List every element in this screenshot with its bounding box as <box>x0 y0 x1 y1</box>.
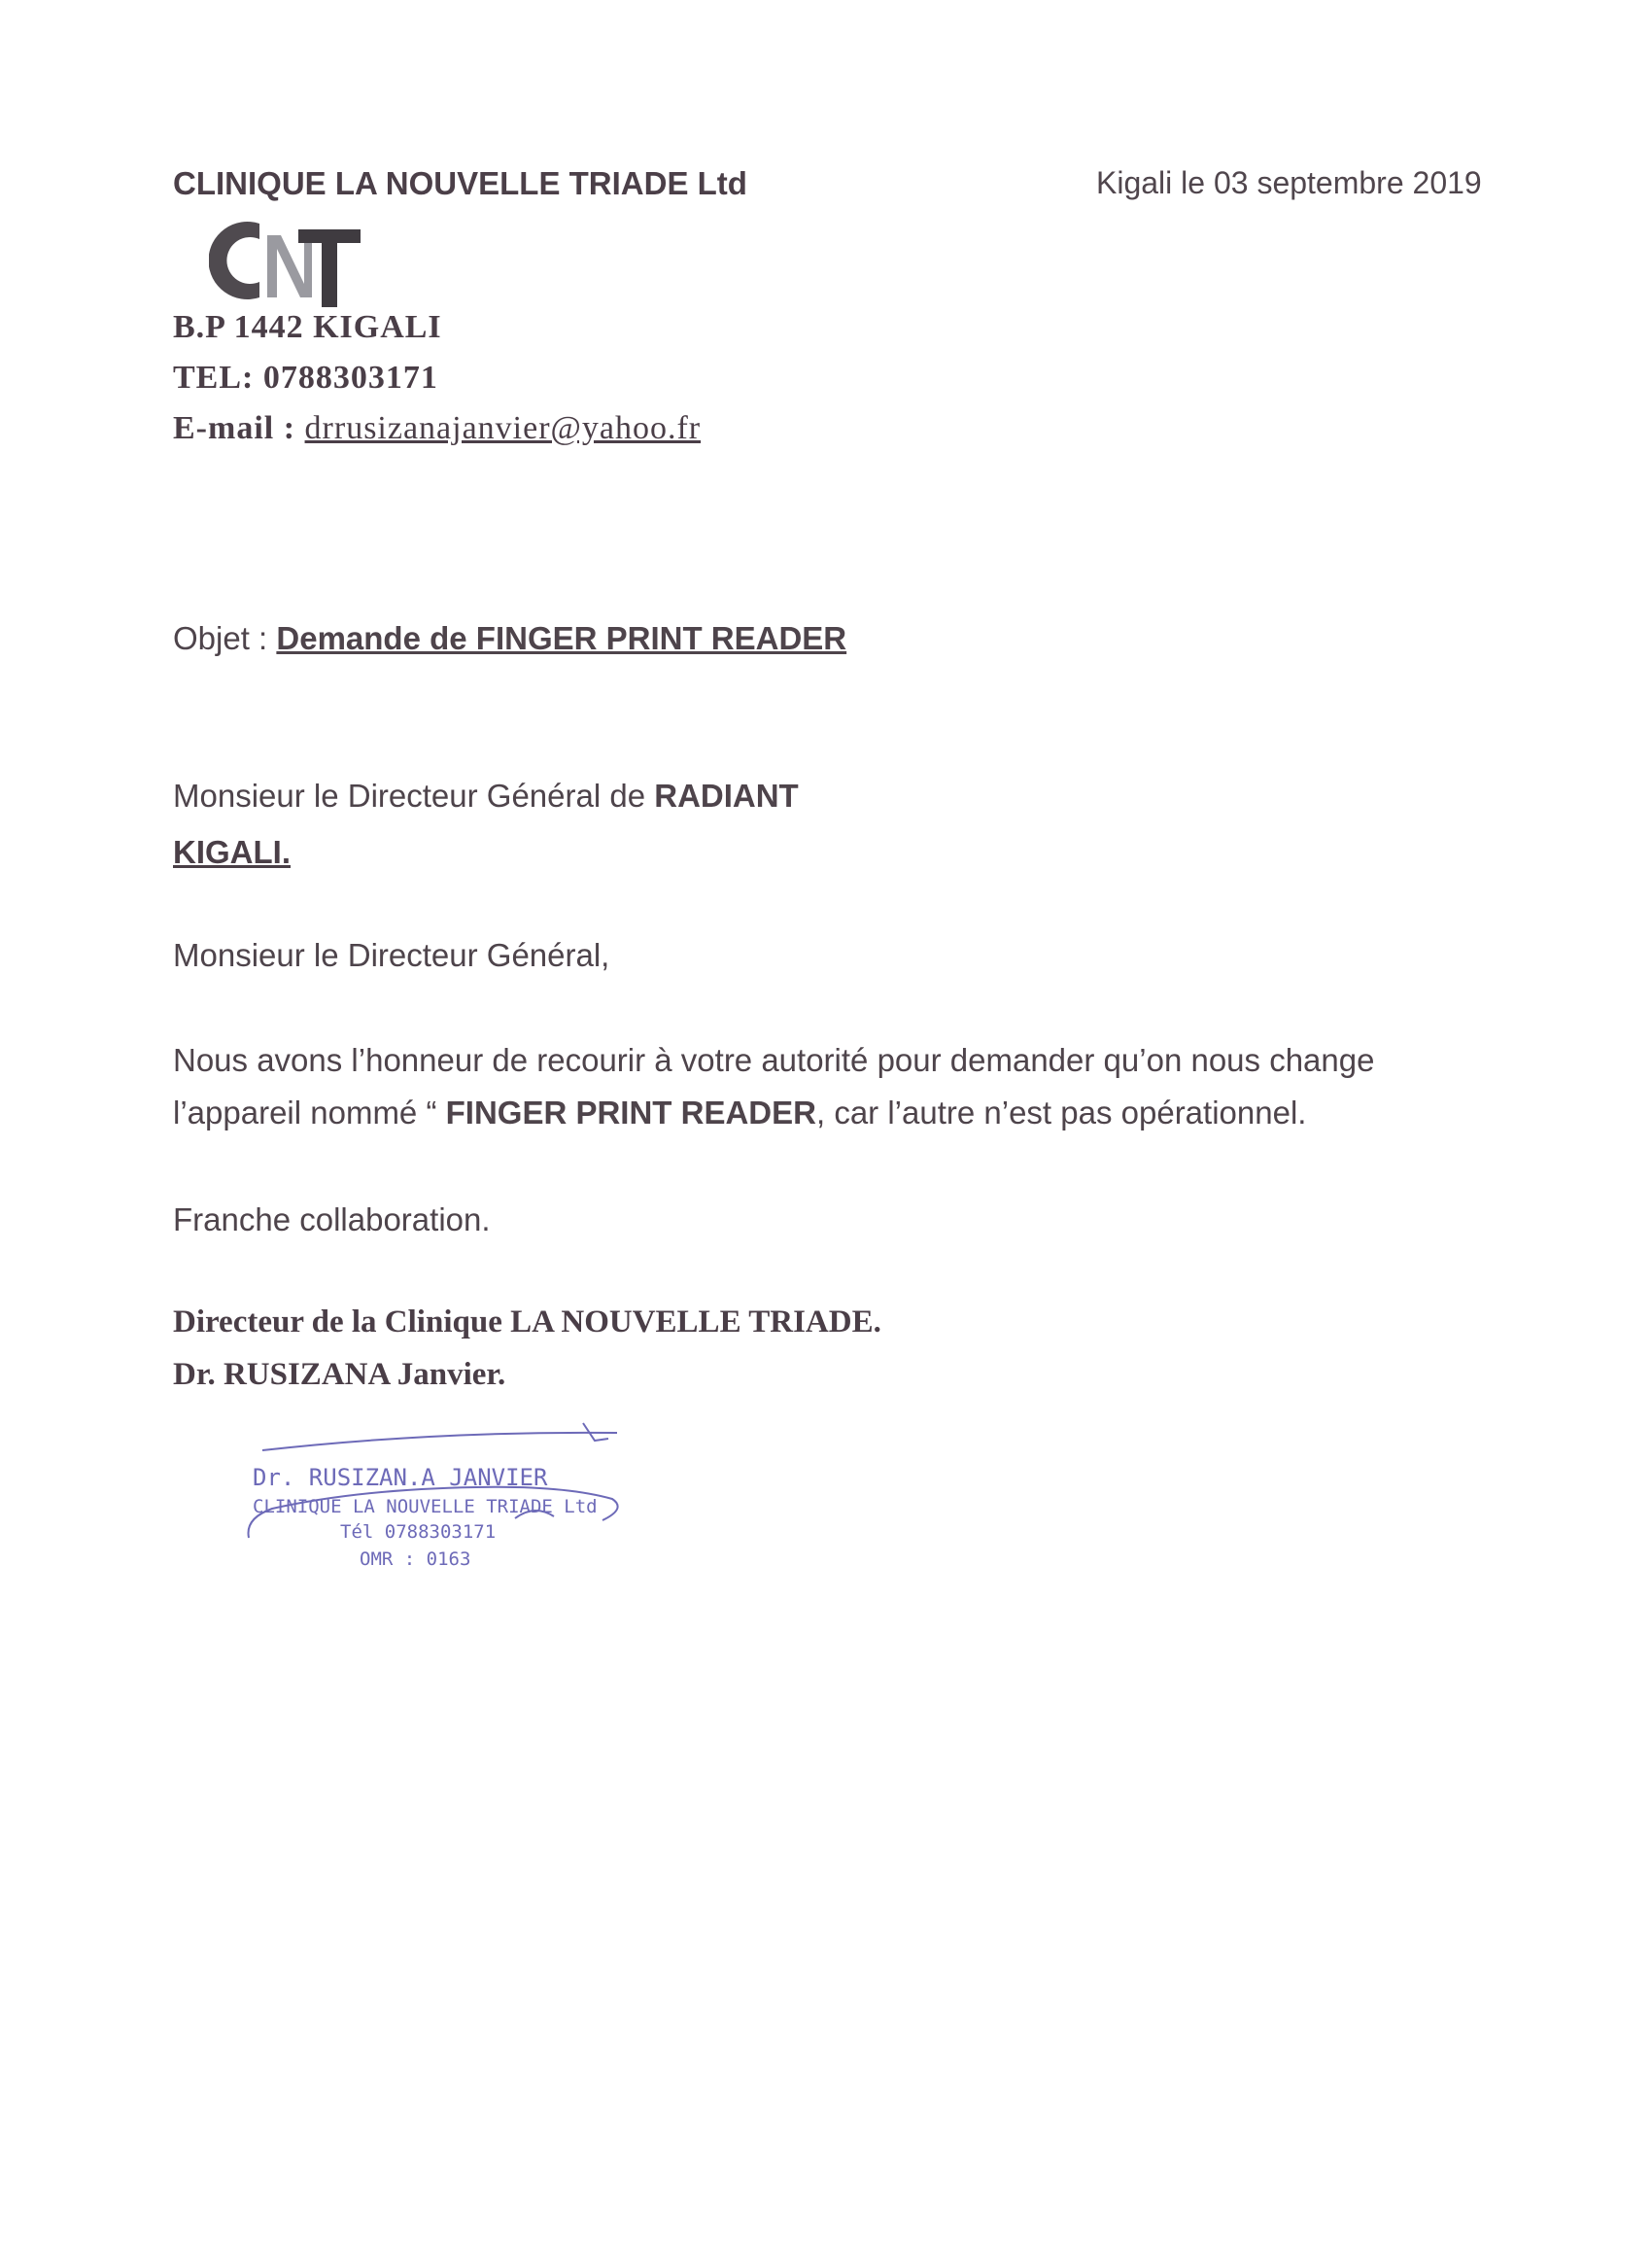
device-name: FINGER PRINT READER <box>445 1095 816 1130</box>
recipient-city: KIGALI. <box>173 834 291 870</box>
subject-label: Objet : <box>173 620 277 656</box>
clinic-logo <box>209 216 364 309</box>
body-line-2 <box>173 1095 1306 1131</box>
telephone: TEL: 0788303171 <box>173 360 438 396</box>
letter-date: Kigali le 03 septembre 2019 <box>1096 165 1482 200</box>
body-line-2-prefix: l’appareil nommé “ <box>173 1095 446 1130</box>
recipient-company: RADIANT <box>654 778 799 814</box>
signature-stamp <box>243 1411 632 1577</box>
stamp-line-4: OMR : 0163 <box>360 1548 471 1570</box>
stamp-line-1: Dr. RUSIZAN.A JANVIER <box>253 1464 548 1491</box>
signature-name: Dr. RUSIZANA Janvier. <box>173 1357 506 1392</box>
salutation: Monsieur le Directeur Général, <box>173 937 610 973</box>
body-line-1: Nous avons l’honneur de recourir à votre autorité pour demander qu’on nous change <box>173 1042 1375 1078</box>
subject-line <box>173 620 846 657</box>
recipient-prefix: Monsieur le Directeur Général de <box>173 778 655 814</box>
closing: Franche collaboration. <box>173 1201 491 1237</box>
postal-box: B.P 1442 KIGALI <box>173 309 442 345</box>
recipient-line <box>173 778 799 815</box>
email-label: E-mail : <box>173 410 305 446</box>
email-line <box>173 410 701 447</box>
stamp-line-3: Tél 0788303171 <box>340 1521 497 1543</box>
clinic-name: CLINIQUE LA NOUVELLE TRIADE Ltd <box>173 165 747 201</box>
email-link[interactable]: drrusizanajanvier@yahoo.fr <box>304 410 702 446</box>
stamp-line-2: CLINIQUE LA NOUVELLE TRIADE Ltd <box>253 1496 598 1517</box>
subject-value: Demande de FINGER PRINT READER <box>276 620 847 656</box>
signature-title: Directeur de la Clinique LA NOUVELLE TRIADE. <box>173 1304 881 1339</box>
body-line-2-suffix: , car l’autre n’est pas opérationnel. <box>815 1095 1307 1130</box>
